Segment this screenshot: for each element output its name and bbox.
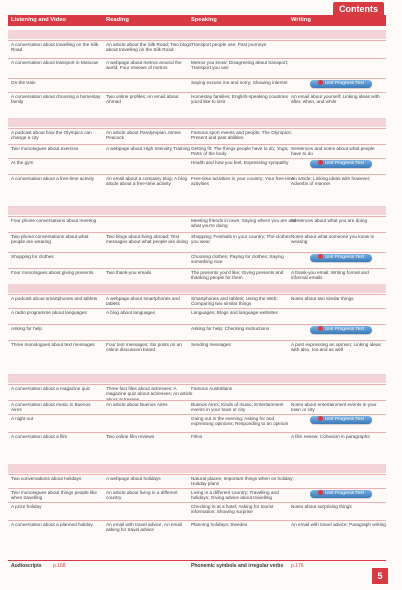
listening-cell: Shopping for clothes xyxy=(11,254,54,259)
unit-band xyxy=(8,464,386,473)
speaking-cell: Natural places; Important things when on holiday; Holiday plans xyxy=(191,476,294,487)
table-row xyxy=(8,268,386,281)
speaking-cell: Smartphones and tablets; Using the Web; Comparing two similar things xyxy=(191,296,278,307)
listening-cell: Two phone conversations about what people are wearing xyxy=(11,234,89,245)
unit-band xyxy=(8,374,386,383)
table-row xyxy=(8,384,386,402)
table-row xyxy=(8,40,386,53)
unit-progress-test-button[interactable] xyxy=(310,490,372,498)
listening-cell: Two conversations about holidays xyxy=(11,476,82,481)
listening-cell: A conversation about a film xyxy=(11,434,68,439)
listening-cell: Two monologues about things people like when travelling xyxy=(11,490,97,501)
table-row xyxy=(8,474,386,487)
table-row xyxy=(8,92,386,105)
speaking-cell: Shopping; Festivals in your country; The clothes you wear xyxy=(191,234,291,245)
progress-test-icon xyxy=(318,80,323,85)
progress-test-label: Unit Progress Test xyxy=(324,81,365,86)
speaking-cell: Meeting friends in town; Saying where you are and what you're doing xyxy=(191,218,297,229)
writing-cell: A film review; Cohesion in paragraphs xyxy=(291,434,370,439)
reading-cell: An article about Buenos Aires xyxy=(106,402,168,407)
speaking-cell: Languages; Blogs and language websites xyxy=(191,310,278,315)
writing-cell: Notes about what someone you know is wearing xyxy=(291,234,374,245)
speaking-cell: Living in a different country; Travelling and holidays; Giving advice about travelling xyxy=(191,490,279,501)
speaking-cell: Films xyxy=(191,434,203,439)
progress-test-label: Unit Progress Test xyxy=(324,255,365,260)
speaking-cell: Famous Australians xyxy=(191,386,233,391)
reading-cell: Two online profiles; An email about Ahmed xyxy=(106,94,179,105)
unit-band xyxy=(8,206,386,215)
progress-test-label: Unit Progress Test xyxy=(324,327,365,332)
listening-cell: A podcast about how the Olympics can change a city xyxy=(11,130,92,141)
speaking-cell: Getting fit; The things people have to do; Yoga; Parts of the body xyxy=(191,146,289,157)
progress-test-icon xyxy=(318,326,323,331)
progress-test-icon xyxy=(318,490,323,495)
unit-progress-test-button[interactable] xyxy=(310,160,372,168)
listening-cell: A conversation about choosing a homestay family xyxy=(11,94,101,105)
speaking-cell: Transport people use; Past journeys xyxy=(191,42,267,47)
reading-cell: A webpage about metros around the world; Four reviews of metros xyxy=(106,60,182,71)
header-listening: Listening and Video xyxy=(11,17,66,23)
listening-cell: A radio programme about languages xyxy=(11,310,87,315)
writing-cell: A post expressing an opinion; Linking ideas with also, too and as well xyxy=(291,342,381,353)
listening-cell: Asking for help xyxy=(11,326,43,331)
listening-cell: Three monologues about text messages xyxy=(11,342,95,347)
table-row xyxy=(8,232,386,245)
speaking-cell: Homestay families; English-speaking countries you'd like to visit xyxy=(191,94,288,105)
phonemic-page[interactable]: p.176 xyxy=(291,563,304,569)
speaking-cell: Health and how you feel; Expressing sympathy xyxy=(191,160,289,165)
table-row xyxy=(8,216,386,229)
table-row xyxy=(8,340,386,353)
audioscripts-label: Audioscripts xyxy=(11,563,42,569)
listening-cell: A conversation about music in Buenos Aires xyxy=(11,402,91,413)
table-row xyxy=(8,308,386,315)
table-row xyxy=(8,128,386,141)
speaking-cell: Sending messages xyxy=(191,342,231,347)
writing-cell: An email about yourself; Linking ideas with after, when, and while xyxy=(291,94,380,105)
speaking-cell: Buenos Aires; Kinds of music; Entertainment events in your town or city xyxy=(191,402,284,413)
listening-cell: A night out xyxy=(11,416,34,421)
speaking-cell: Free-time activities in your country; Your free-time activities xyxy=(191,176,295,187)
listening-cell: A conversation about travelling on the Silk Road xyxy=(11,42,99,53)
contents-tab[interactable]: Contents xyxy=(333,2,384,16)
footer xyxy=(8,560,386,571)
unit-progress-test-button[interactable] xyxy=(310,80,372,88)
unit-band xyxy=(8,30,386,39)
progress-test-icon xyxy=(318,160,323,165)
speaking-cell: Asking for help; Checking instructions xyxy=(191,326,270,331)
table-row xyxy=(8,294,386,307)
unit-band xyxy=(8,284,386,293)
listening-cell: A conversation about a planned holiday xyxy=(11,522,93,527)
reading-cell: Two online film reviews xyxy=(106,434,155,439)
table-row xyxy=(8,520,386,533)
listening-cell: A prize holiday xyxy=(11,504,42,509)
unit-band xyxy=(8,118,386,127)
unit-progress-test-button[interactable] xyxy=(310,326,372,334)
reading-cell: Four text messages; Six posts on an online discussion board xyxy=(106,342,182,353)
reading-cell: Three fact files about actresses; A magazine quiz about actresses; An article about actresses xyxy=(106,386,193,402)
listening-cell: At the gym xyxy=(11,160,34,165)
writing-cell: An article; Linking ideas with however; Adverbs of manner xyxy=(291,176,371,187)
speaking-cell: Planning holidays; Sweden xyxy=(191,522,248,527)
table-row xyxy=(8,58,386,71)
speaking-cell: Checking in at a hotel; Asking for tourist information; Showing surprise xyxy=(191,504,274,515)
writing-cell: Sentences about what you are doing xyxy=(291,218,368,223)
reading-cell: An article about living in a different country xyxy=(106,490,178,501)
listening-cell: On the train xyxy=(11,80,36,85)
table-row xyxy=(8,144,386,157)
page-number: 5 xyxy=(372,568,388,584)
listening-cell: A conversation about transport in Moscow xyxy=(11,60,99,65)
progress-test-label: Unit Progress Test xyxy=(324,417,365,422)
table-row xyxy=(8,432,386,439)
header-writing: Writing xyxy=(291,17,311,23)
listening-cell: A conversation about a magazine quiz xyxy=(11,386,91,391)
reading-cell: A webpage about High Intensity Training xyxy=(106,146,190,151)
progress-test-icon xyxy=(318,254,323,259)
reading-cell: Two thank-you emails xyxy=(106,270,152,275)
reading-cell: An article about Paralympian Jonnie Peacock xyxy=(106,130,182,141)
reading-cell: A blog about languages xyxy=(106,310,156,315)
phonemic-label: Phonemic symbols and irregular verbs xyxy=(191,563,284,569)
reading-cell: An email with travel advice; An email asking for travel advice xyxy=(106,522,183,533)
listening-cell: Four monologues about giving presents xyxy=(11,270,94,275)
reading-cell: A webpage about holidays xyxy=(106,476,161,481)
speaking-cell: Saying excuse me and sorry; Showing interest xyxy=(191,80,288,85)
reading-cell: A webpage about smartphones and tablets xyxy=(106,296,180,307)
writing-cell: Notes about two similar things xyxy=(291,296,354,301)
listening-cell: Four phone conversations about meeting xyxy=(11,218,97,223)
unit-progress-test-button[interactable] xyxy=(310,416,372,424)
header-speaking: Speaking xyxy=(191,17,217,23)
speaking-cell: Choosing clothes; Paying for clothes; Saying something nice xyxy=(191,254,284,265)
progress-test-label: Unit Progress Test xyxy=(324,161,365,166)
progress-test-icon xyxy=(318,416,323,421)
progress-test-label: Unit Progress Test xyxy=(324,491,365,496)
header-reading: Reading xyxy=(106,17,129,23)
reading-cell: Two blogs about living abroad; Text messages about what people are doing xyxy=(106,234,188,245)
unit-progress-test-button[interactable] xyxy=(310,254,372,262)
table-row xyxy=(8,502,386,515)
writing-cell: An email with travel advice; Paragraph writing xyxy=(291,522,386,527)
speaking-cell: The presents you'd like; Giving presents and thanking people for them xyxy=(191,270,284,281)
writing-cell: Notes about entertainment events in your town or city xyxy=(291,402,377,413)
listening-cell: A podcast about smartphones and tablets xyxy=(11,296,98,301)
column-header-bar xyxy=(8,15,386,26)
reading-cell: An email about a company blog; A blog article about a free-time activity xyxy=(106,176,188,187)
table-row xyxy=(8,400,386,413)
speaking-cell: Metros you know; Disagreeing about transport; Transport you use xyxy=(191,60,289,71)
listening-cell: A conversation about a free-time activity xyxy=(11,176,95,181)
table-row xyxy=(8,174,386,187)
writing-cell: Sentences and notes about what people have to do xyxy=(291,146,375,157)
reading-cell: An article about the Silk Road; Two blogs about travelling on the Silk Road xyxy=(106,42,192,53)
listening-cell: Two monologues about exercise xyxy=(11,146,79,151)
writing-cell: Notes about surprising things xyxy=(291,504,352,509)
audioscripts-page[interactable]: p.168 xyxy=(53,563,66,569)
speaking-cell: Famous sport events and people; The Olympics; Present and past abilities xyxy=(191,130,292,141)
speaking-cell: Going out in the evening; Asking for and expressing opinions; Responding to an opinion xyxy=(191,416,289,427)
writing-cell: A thank-you email; Writing formal and informal emails xyxy=(291,270,369,281)
